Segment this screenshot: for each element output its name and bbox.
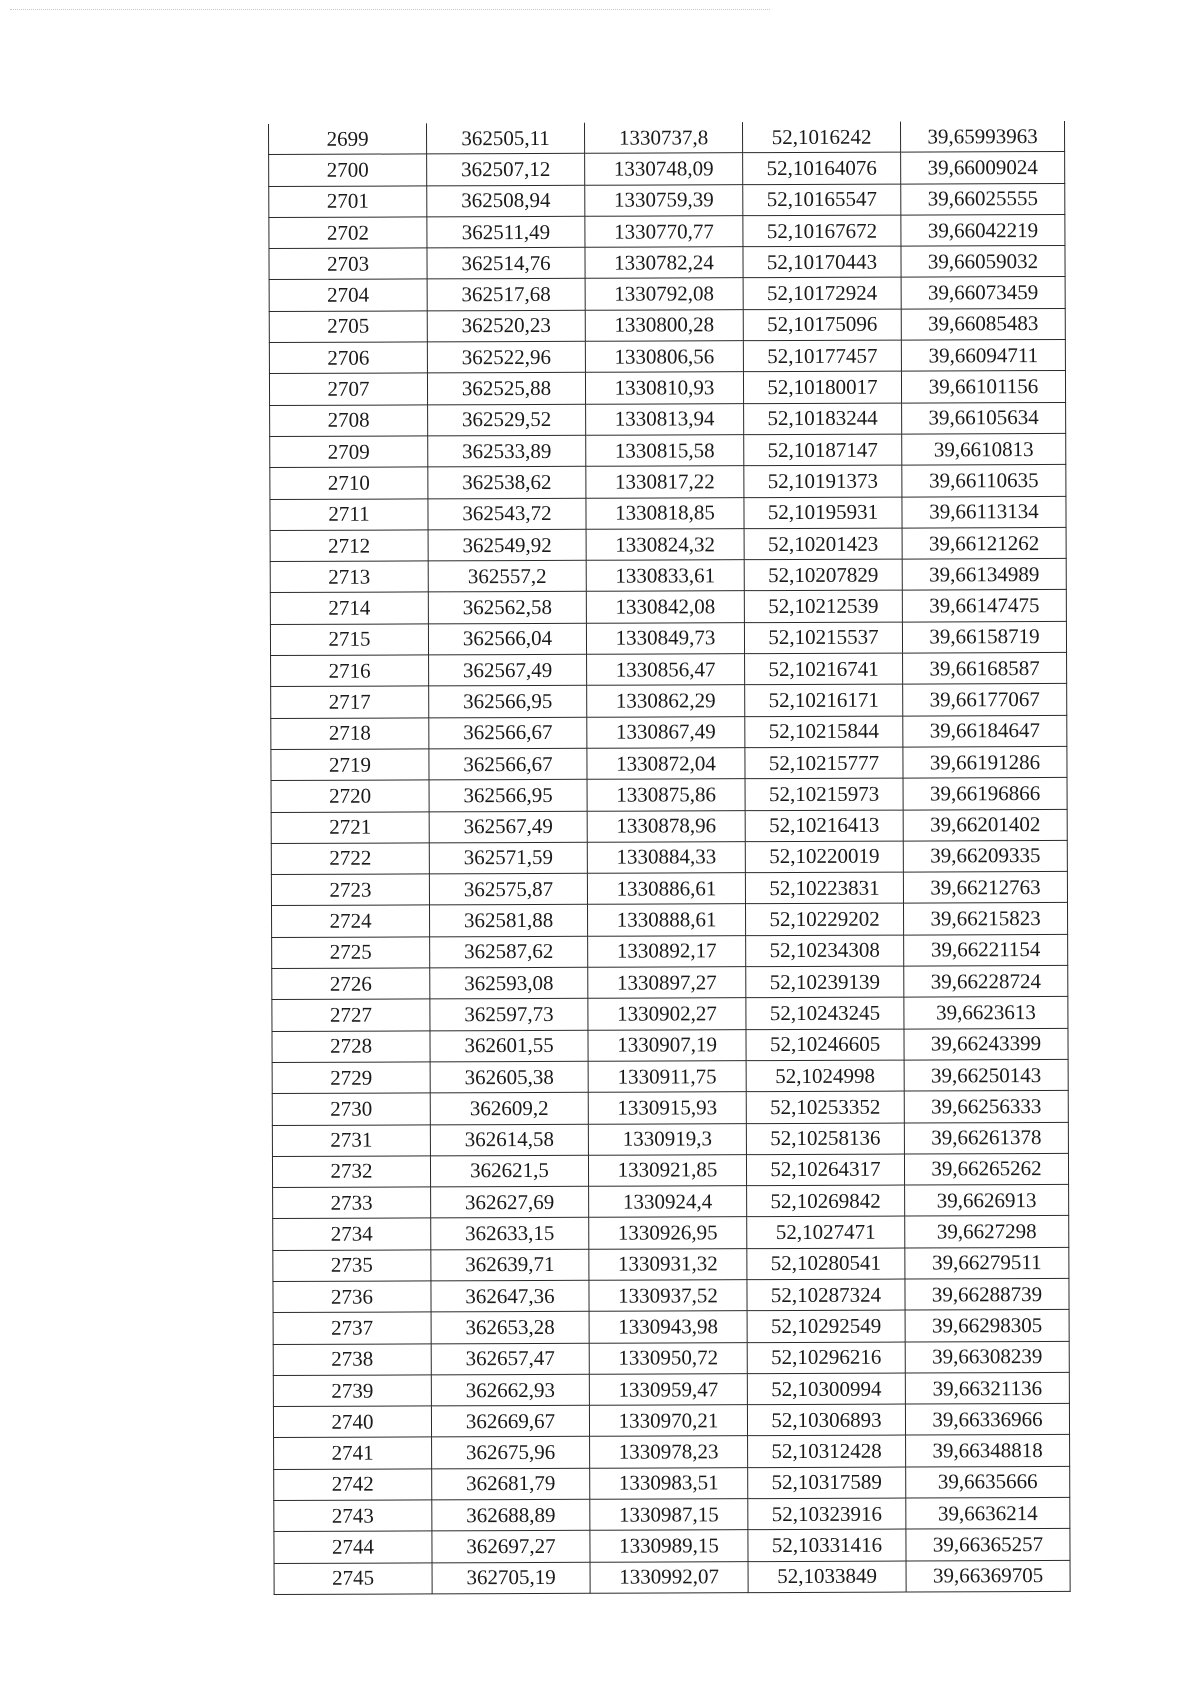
- point-number-cell: 2707: [269, 373, 427, 405]
- latitude-cell: 52,10172924: [743, 278, 901, 310]
- point-number-cell: 2736: [273, 1281, 431, 1313]
- point-number-cell: 2701: [269, 185, 427, 217]
- table-row: [272, 1091, 1068, 1125]
- y-coordinate-cell: 1330813,94: [586, 403, 744, 435]
- table-row: [274, 1560, 1070, 1594]
- longitude-cell: 39,66184647: [903, 715, 1067, 747]
- y-coordinate-cell: 1330989,15: [590, 1530, 748, 1562]
- y-coordinate-cell: 1330897,27: [588, 967, 746, 999]
- x-coordinate-cell: 362697,27: [432, 1531, 590, 1563]
- y-coordinate-cell: 1330992,07: [590, 1561, 748, 1593]
- y-coordinate-cell: 1330921,85: [588, 1154, 746, 1186]
- x-coordinate-cell: 362647,36: [431, 1280, 589, 1312]
- x-coordinate-cell: 362587,62: [430, 936, 588, 968]
- longitude-cell: 39,66105634: [902, 402, 1066, 434]
- table-row: [273, 1372, 1069, 1406]
- table-row: [269, 121, 1065, 155]
- table-row: [273, 1341, 1069, 1375]
- point-number-cell: 2709: [270, 436, 428, 468]
- x-coordinate-cell: 362557,2: [428, 560, 586, 592]
- table-row: [274, 1529, 1070, 1563]
- x-coordinate-cell: 362581,88: [430, 905, 588, 937]
- x-coordinate-cell: 362575,87: [429, 873, 587, 905]
- point-number-cell: 2710: [270, 467, 428, 499]
- longitude-cell: 39,66321136: [905, 1372, 1069, 1404]
- point-number-cell: 2725: [272, 937, 430, 969]
- point-number-cell: 2739: [273, 1375, 431, 1407]
- point-number-cell: 2712: [270, 530, 428, 562]
- point-number-cell: 2699: [269, 123, 427, 154]
- y-coordinate-cell: 1330810,93: [585, 372, 743, 404]
- table-row: [271, 778, 1067, 812]
- latitude-cell: 52,10180017: [743, 371, 901, 403]
- point-number-cell: 2722: [271, 843, 429, 875]
- table-row: [272, 997, 1068, 1031]
- latitude-cell: 52,10191373: [744, 465, 902, 497]
- longitude-cell: 39,6610813: [902, 433, 1066, 465]
- table-row: [269, 152, 1065, 186]
- x-coordinate-cell: 362514,76: [427, 247, 585, 279]
- table-row: [273, 1185, 1069, 1219]
- y-coordinate-cell: 1330815,58: [586, 435, 744, 467]
- table-row: [270, 590, 1066, 624]
- latitude-cell: 52,10239139: [746, 966, 904, 998]
- y-coordinate-cell: 1330792,08: [585, 278, 743, 310]
- table-row: [272, 965, 1068, 999]
- table-row: [271, 746, 1067, 780]
- x-coordinate-cell: 362525,88: [427, 373, 585, 405]
- y-coordinate-cell: 1330915,93: [588, 1092, 746, 1124]
- latitude-cell: 52,10246605: [746, 1029, 904, 1061]
- point-number-cell: 2723: [271, 874, 429, 906]
- y-coordinate-cell: 1330983,51: [590, 1467, 748, 1499]
- table-row: [274, 1466, 1070, 1500]
- table-row: [273, 1404, 1069, 1438]
- longitude-cell: 39,66201402: [903, 809, 1067, 841]
- latitude-cell: 52,10258136: [746, 1123, 904, 1155]
- longitude-cell: 39,66212763: [903, 872, 1067, 904]
- table-row: [270, 465, 1066, 499]
- table-row: [272, 1059, 1068, 1093]
- longitude-cell: 39,66221154: [904, 934, 1068, 966]
- point-number-cell: 2729: [272, 1062, 430, 1094]
- longitude-cell: 39,66265262: [904, 1153, 1068, 1185]
- point-number-cell: 2741: [274, 1437, 432, 1469]
- x-coordinate-cell: 362520,23: [427, 310, 585, 342]
- x-coordinate-cell: 362653,28: [431, 1312, 589, 1344]
- longitude-cell: 39,66250143: [904, 1059, 1068, 1091]
- y-coordinate-cell: 1330886,61: [587, 873, 745, 905]
- table-row: [274, 1435, 1070, 1469]
- table-row: [270, 559, 1066, 593]
- longitude-cell: 39,66209335: [903, 840, 1067, 872]
- x-coordinate-cell: 362522,96: [427, 341, 585, 373]
- longitude-cell: 39,66158719: [902, 621, 1066, 653]
- y-coordinate-cell: 1330806,56: [585, 341, 743, 373]
- y-coordinate-cell: 1330878,96: [587, 810, 745, 842]
- longitude-cell: 39,66009024: [901, 152, 1065, 184]
- y-coordinate-cell: 1330888,61: [588, 904, 746, 936]
- latitude-cell: 52,10296216: [747, 1342, 905, 1374]
- x-coordinate-cell: 362543,72: [428, 498, 586, 530]
- longitude-cell: 39,6627298: [905, 1216, 1069, 1248]
- point-number-cell: 2705: [269, 311, 427, 343]
- point-number-cell: 2724: [272, 905, 430, 937]
- longitude-cell: 39,66191286: [903, 746, 1067, 778]
- point-number-cell: 2720: [271, 780, 429, 812]
- longitude-cell: 39,6626913: [905, 1185, 1069, 1217]
- point-number-cell: 2743: [274, 1500, 432, 1532]
- y-coordinate-cell: 1330978,23: [590, 1436, 748, 1468]
- latitude-cell: 52,10207829: [744, 559, 902, 591]
- x-coordinate-cell: 362538,62: [428, 467, 586, 499]
- point-number-cell: 2711: [270, 498, 428, 530]
- x-coordinate-cell: 362533,89: [428, 435, 586, 467]
- y-coordinate-cell: 1330818,85: [586, 497, 744, 529]
- y-coordinate-cell: 1330759,39: [585, 184, 743, 216]
- longitude-cell: 39,66147475: [902, 590, 1066, 622]
- y-coordinate-cell: 1330849,73: [586, 622, 744, 654]
- longitude-cell: 39,66177067: [903, 684, 1067, 716]
- point-number-cell: 2726: [272, 968, 430, 1000]
- latitude-cell: 52,10269842: [747, 1185, 905, 1217]
- table-row: [269, 308, 1065, 342]
- longitude-cell: 39,66168587: [903, 652, 1067, 684]
- table-row: [270, 433, 1066, 467]
- table-row: [269, 246, 1065, 280]
- table-row: [269, 277, 1065, 311]
- table-row: [269, 183, 1065, 217]
- y-coordinate-cell: 1330911,75: [588, 1061, 746, 1093]
- latitude-cell: 52,10229202: [745, 903, 903, 935]
- y-coordinate-cell: 1330924,4: [589, 1186, 747, 1218]
- y-coordinate-cell: 1330867,49: [587, 716, 745, 748]
- point-number-cell: 2718: [271, 718, 429, 750]
- longitude-cell: 39,66288739: [905, 1278, 1069, 1310]
- latitude-cell: 52,10215777: [745, 747, 903, 779]
- table-row: [270, 496, 1066, 530]
- x-coordinate-cell: 362639,71: [431, 1249, 589, 1281]
- latitude-cell: 52,10331416: [748, 1529, 906, 1561]
- x-coordinate-cell: 362571,59: [429, 842, 587, 874]
- x-coordinate-cell: 362529,52: [428, 404, 586, 436]
- table-row: [272, 1153, 1068, 1187]
- latitude-cell: 52,10165547: [743, 184, 901, 216]
- latitude-cell: 52,10280541: [747, 1248, 905, 1280]
- x-coordinate-cell: 362657,47: [431, 1343, 589, 1375]
- longitude-cell: 39,66025555: [901, 183, 1065, 215]
- longitude-cell: 39,66261378: [904, 1122, 1068, 1154]
- x-coordinate-cell: 362566,67: [429, 748, 587, 780]
- x-coordinate-cell: 362633,15: [431, 1218, 589, 1250]
- table-row: [272, 903, 1068, 937]
- coordinates-table-body: [269, 121, 1071, 1594]
- y-coordinate-cell: 1330782,24: [585, 247, 743, 279]
- latitude-cell: 52,10187147: [744, 434, 902, 466]
- latitude-cell: 52,10195931: [744, 497, 902, 529]
- table-row: [273, 1310, 1069, 1344]
- x-coordinate-cell: 362597,73: [430, 999, 588, 1031]
- point-number-cell: 2716: [271, 655, 429, 687]
- y-coordinate-cell: 1330875,86: [587, 779, 745, 811]
- longitude-cell: 39,66279511: [905, 1247, 1069, 1279]
- longitude-cell: 39,65993963: [900, 121, 1064, 152]
- y-coordinate-cell: 1330937,52: [589, 1280, 747, 1312]
- x-coordinate-cell: 362566,95: [429, 780, 587, 812]
- x-coordinate-cell: 362601,55: [430, 1030, 588, 1062]
- y-coordinate-cell: 1330737,8: [584, 122, 742, 153]
- longitude-cell: 39,66101156: [901, 371, 1065, 403]
- latitude-cell: 52,10164076: [743, 152, 901, 184]
- x-coordinate-cell: 362505,11: [426, 123, 584, 154]
- point-number-cell: 2721: [271, 811, 429, 843]
- latitude-cell: 52,10223831: [745, 872, 903, 904]
- x-coordinate-cell: 362508,94: [427, 185, 585, 217]
- longitude-cell: 39,66094711: [901, 340, 1065, 372]
- latitude-cell: 52,10183244: [744, 403, 902, 435]
- x-coordinate-cell: 362507,12: [427, 154, 585, 186]
- y-coordinate-cell: 1330824,32: [586, 529, 744, 561]
- x-coordinate-cell: 362549,92: [428, 529, 586, 561]
- table-row: [271, 715, 1067, 749]
- x-coordinate-cell: 362566,95: [429, 686, 587, 718]
- point-number-cell: 2730: [272, 1093, 430, 1125]
- table-row: [271, 872, 1067, 906]
- point-number-cell: 2732: [272, 1156, 430, 1188]
- point-number-cell: 2728: [272, 1030, 430, 1062]
- point-number-cell: 2740: [273, 1406, 431, 1438]
- latitude-cell: 52,1033849: [748, 1561, 906, 1593]
- longitude-cell: 39,66369705: [906, 1560, 1070, 1592]
- table-row: [272, 1028, 1068, 1062]
- table-row: [272, 934, 1068, 968]
- longitude-cell: 39,66042219: [901, 214, 1065, 246]
- point-number-cell: 2715: [270, 624, 428, 656]
- y-coordinate-cell: 1330959,47: [589, 1374, 747, 1406]
- table-row: [274, 1497, 1070, 1531]
- latitude-cell: 52,10175096: [743, 309, 901, 341]
- x-coordinate-cell: 362669,67: [431, 1405, 589, 1437]
- x-coordinate-cell: 362605,38: [430, 1061, 588, 1093]
- table-row: [272, 1122, 1068, 1156]
- y-coordinate-cell: 1330856,47: [587, 654, 745, 686]
- x-coordinate-cell: 362562,58: [428, 592, 586, 624]
- table-row: [270, 402, 1066, 436]
- longitude-cell: 39,66196866: [903, 778, 1067, 810]
- latitude-cell: 52,10177457: [743, 340, 901, 372]
- longitude-cell: 39,66308239: [905, 1341, 1069, 1373]
- x-coordinate-cell: 362593,08: [430, 967, 588, 999]
- latitude-cell: 52,10215844: [745, 716, 903, 748]
- x-coordinate-cell: 362567,49: [429, 654, 587, 686]
- latitude-cell: 52,10306893: [747, 1404, 905, 1436]
- latitude-cell: 52,1016242: [742, 122, 900, 153]
- x-coordinate-cell: 362705,19: [432, 1562, 590, 1594]
- y-coordinate-cell: 1330842,08: [586, 591, 744, 623]
- y-coordinate-cell: 1330770,77: [585, 216, 743, 248]
- latitude-cell: 52,10287324: [747, 1279, 905, 1311]
- y-coordinate-cell: 1330817,22: [586, 466, 744, 498]
- point-number-cell: 2717: [271, 686, 429, 718]
- table-row: [271, 652, 1067, 686]
- y-coordinate-cell: 1330748,09: [585, 153, 743, 185]
- longitude-cell: 39,66298305: [905, 1310, 1069, 1342]
- x-coordinate-cell: 362675,96: [432, 1437, 590, 1469]
- x-coordinate-cell: 362681,79: [432, 1468, 590, 1500]
- latitude-cell: 52,10215973: [745, 778, 903, 810]
- latitude-cell: 52,10216413: [745, 810, 903, 842]
- longitude-cell: 39,66059032: [901, 246, 1065, 278]
- y-coordinate-cell: 1330872,04: [587, 748, 745, 780]
- latitude-cell: 52,10234308: [746, 935, 904, 967]
- point-number-cell: 2713: [270, 561, 428, 593]
- table-row: [271, 809, 1067, 843]
- latitude-cell: 52,10170443: [743, 246, 901, 278]
- latitude-cell: 52,10201423: [744, 528, 902, 560]
- longitude-cell: 39,66365257: [906, 1529, 1070, 1561]
- x-coordinate-cell: 362614,58: [430, 1124, 588, 1156]
- y-coordinate-cell: 1330931,32: [589, 1248, 747, 1280]
- x-coordinate-cell: 362627,69: [431, 1186, 589, 1218]
- x-coordinate-cell: 362511,49: [427, 216, 585, 248]
- table-row: [269, 371, 1065, 405]
- y-coordinate-cell: 1330970,21: [589, 1405, 747, 1437]
- latitude-cell: 52,1024998: [746, 1060, 904, 1092]
- longitude-cell: 39,6623613: [904, 997, 1068, 1029]
- point-number-cell: 2733: [273, 1187, 431, 1219]
- longitude-cell: 39,66113134: [902, 496, 1066, 528]
- point-number-cell: 2734: [273, 1218, 431, 1250]
- x-coordinate-cell: 362567,49: [429, 811, 587, 843]
- x-coordinate-cell: 362566,04: [428, 623, 586, 655]
- x-coordinate-cell: 362609,2: [430, 1092, 588, 1124]
- latitude-cell: 52,10212539: [744, 591, 902, 623]
- longitude-cell: 39,66073459: [901, 277, 1065, 309]
- point-number-cell: 2708: [270, 405, 428, 437]
- scan-edge-line: [10, 9, 770, 10]
- longitude-cell: 39,66256333: [904, 1091, 1068, 1123]
- latitude-cell: 52,10253352: [746, 1091, 904, 1123]
- point-number-cell: 2727: [272, 999, 430, 1031]
- point-number-cell: 2714: [270, 592, 428, 624]
- y-coordinate-cell: 1330907,19: [588, 1029, 746, 1061]
- y-coordinate-cell: 1330862,29: [587, 685, 745, 717]
- y-coordinate-cell: 1330987,15: [590, 1499, 748, 1531]
- longitude-cell: 39,66228724: [904, 965, 1068, 997]
- latitude-cell: 52,10243245: [746, 997, 904, 1029]
- latitude-cell: 52,10215537: [744, 622, 902, 654]
- longitude-cell: 39,66134989: [902, 559, 1066, 591]
- table-row: [273, 1278, 1069, 1312]
- table-row: [270, 621, 1066, 655]
- longitude-cell: 39,66243399: [904, 1028, 1068, 1060]
- x-coordinate-cell: 362517,68: [427, 279, 585, 311]
- latitude-cell: 52,10317589: [748, 1467, 906, 1499]
- x-coordinate-cell: 362688,89: [432, 1499, 590, 1531]
- table-row: [273, 1216, 1069, 1250]
- point-number-cell: 2737: [273, 1312, 431, 1344]
- x-coordinate-cell: 362566,67: [429, 717, 587, 749]
- latitude-cell: 52,10167672: [743, 215, 901, 247]
- y-coordinate-cell: 1330926,95: [589, 1217, 747, 1249]
- longitude-cell: 39,6636214: [906, 1497, 1070, 1529]
- table-row: [270, 527, 1066, 561]
- longitude-cell: 39,66121262: [902, 527, 1066, 559]
- y-coordinate-cell: 1330833,61: [586, 560, 744, 592]
- latitude-cell: 52,10216171: [745, 684, 903, 716]
- longitude-cell: 39,66348818: [906, 1435, 1070, 1467]
- point-number-cell: 2704: [269, 279, 427, 311]
- table-row: [271, 840, 1067, 874]
- point-number-cell: 2706: [269, 342, 427, 374]
- latitude-cell: 52,10220019: [745, 841, 903, 873]
- longitude-cell: 39,66336966: [905, 1404, 1069, 1436]
- latitude-cell: 52,10300994: [747, 1373, 905, 1405]
- y-coordinate-cell: 1330943,98: [589, 1311, 747, 1343]
- table-row: [269, 340, 1065, 374]
- y-coordinate-cell: 1330800,28: [585, 309, 743, 341]
- longitude-cell: 39,6635666: [906, 1466, 1070, 1498]
- latitude-cell: 52,10264317: [746, 1154, 904, 1186]
- point-number-cell: 2703: [269, 248, 427, 280]
- point-number-cell: 2738: [273, 1343, 431, 1375]
- point-number-cell: 2744: [274, 1531, 432, 1563]
- point-number-cell: 2731: [272, 1124, 430, 1156]
- point-number-cell: 2735: [273, 1250, 431, 1282]
- latitude-cell: 52,1027471: [747, 1216, 905, 1248]
- y-coordinate-cell: 1330902,27: [588, 998, 746, 1030]
- point-number-cell: 2719: [271, 749, 429, 781]
- point-number-cell: 2700: [269, 154, 427, 186]
- table-row: [271, 684, 1067, 718]
- x-coordinate-cell: 362621,5: [430, 1155, 588, 1187]
- point-number-cell: 2702: [269, 217, 427, 249]
- longitude-cell: 39,66110635: [902, 465, 1066, 497]
- longitude-cell: 39,66215823: [903, 903, 1067, 935]
- x-coordinate-cell: 362662,93: [431, 1374, 589, 1406]
- latitude-cell: 52,10216741: [745, 653, 903, 685]
- y-coordinate-cell: 1330919,3: [588, 1123, 746, 1155]
- latitude-cell: 52,10312428: [748, 1436, 906, 1468]
- y-coordinate-cell: 1330884,33: [587, 842, 745, 874]
- y-coordinate-cell: 1330950,72: [589, 1342, 747, 1374]
- coordinates-table: [268, 121, 1071, 1595]
- point-number-cell: 2745: [274, 1563, 432, 1595]
- y-coordinate-cell: 1330892,17: [588, 935, 746, 967]
- longitude-cell: 39,66085483: [901, 308, 1065, 340]
- table-row: [269, 214, 1065, 248]
- point-number-cell: 2742: [274, 1469, 432, 1501]
- latitude-cell: 52,10292549: [747, 1310, 905, 1342]
- table-row: [273, 1247, 1069, 1281]
- latitude-cell: 52,10323916: [748, 1498, 906, 1530]
